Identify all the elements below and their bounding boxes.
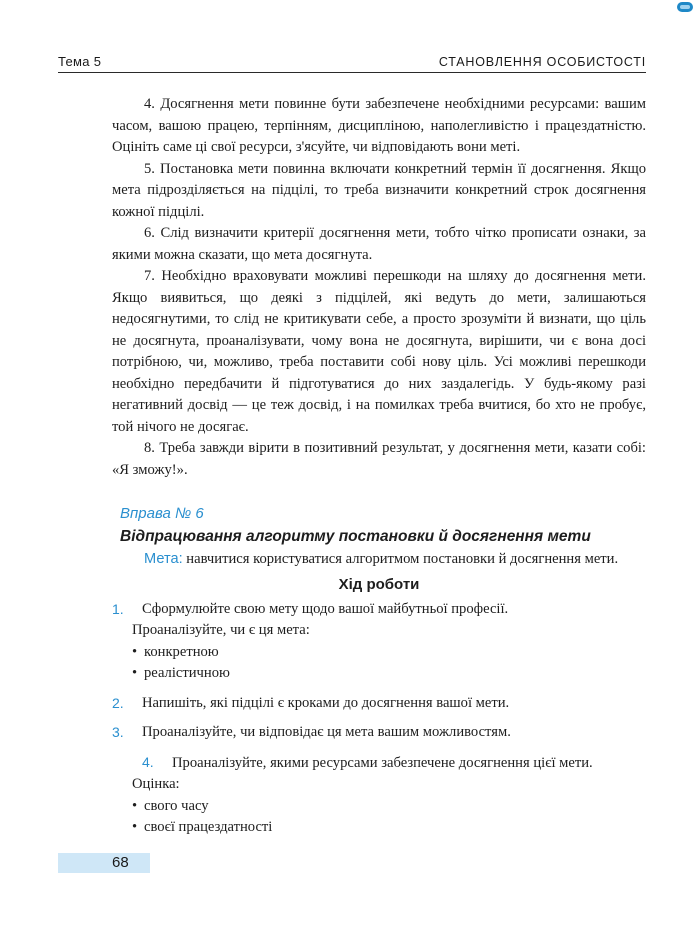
- step-4-subtext: Оцінка:: [132, 776, 180, 792]
- work-procedure-title: Хід роботи: [338, 575, 420, 593]
- exercise-goal: [112, 549, 646, 571]
- step-4-number: 4.: [142, 753, 154, 770]
- bullet-text: реалістичною: [144, 665, 230, 681]
- step-4: [112, 752, 646, 775]
- list-item: [112, 817, 646, 839]
- publisher-logo-icon: [677, 2, 693, 12]
- step-4-text: Проаналізуйте, якими ресурсами забезпечене досягнення цієї мети.: [172, 754, 593, 771]
- bullet-icon: •: [132, 665, 138, 681]
- step-3-number: 3.: [112, 724, 124, 740]
- step-3-text: Проаналізуйте, чи відповідає ця мета вашим можливостям.: [142, 724, 511, 740]
- step-2-number: 2.: [112, 694, 124, 711]
- bullet-icon: •: [132, 819, 138, 835]
- step-2-text: Напишіть, які підцілі є кроками до досягнення вашої мети.: [142, 694, 510, 711]
- step-2: [112, 693, 646, 715]
- paragraph-4: 4. Досягнення мети повинне бути забезпечене необхідними ресурсами: вашим часом, вашою працею, терпінням, дисципліною, наполегливістю і працездатністю. Оцініть саме ці свої ресурси, з'ясуйте, чи відповідають вони меті.: [112, 96, 646, 155]
- paragraph-5: 5. Постановка мети повинна включати конкретний термін її досягнення. Якщо мета підрозділяється на підцілі, то треба визначити конкретний строк досягнення кожної підцілі.: [112, 160, 646, 220]
- step-1: [112, 599, 646, 621]
- page-content: [112, 94, 646, 839]
- page-number: 68: [112, 854, 129, 871]
- paragraph-6: 6. Слід визначити критерії досягнення мети, тобто чітко прописати ознаки, за якими можна сказати, що мета досягнута.: [112, 225, 646, 263]
- step-3: [112, 722, 646, 744]
- step-1-subtext: Проаналізуйте, чи є ця мета:: [132, 622, 310, 638]
- section-title: СТАНОВЛЕННЯ ОСОБИСТОСТІ: [438, 55, 646, 69]
- topic-label: Тема 5: [58, 54, 102, 69]
- goal-label: Мета:: [144, 551, 183, 567]
- list-item: [112, 663, 646, 685]
- page-header: [58, 50, 646, 73]
- list-item: [112, 796, 646, 818]
- bullet-text: конкретною: [144, 643, 219, 660]
- bullet-text: свого часу: [144, 797, 209, 814]
- paragraph-8: 8. Треба завжди вірити в позитивний результат, у досягнення мети, казати собі: «Я зможу!».: [112, 440, 646, 478]
- step-1-number: 1.: [112, 600, 124, 617]
- paragraph-7: 7. Необхідно враховувати можливі перешкоди на шляху до досягнення мети. Якщо виявиться, що деякі з підцілей, які ведуть до мети, залишаються недосягнутими, то слід не критикувати себе, а просто зрозуміти й визнати, що ціль не досягнута, проаналізувати, чому вона не досягнута, вирішити, чи є вона досі потрібною, чи, можливо, треба поставити собі нову ціль. Усі можливі перешкоди необхідно передбачити й підготуватися до них заздалегідь. У будь-якому разі негативний досвід — це теж досвід, і на помилках треба вчитися, бо хто не пробує, той нічого не досягає.: [112, 268, 646, 435]
- list-item: [112, 642, 646, 664]
- bullet-text: своєї працездатності: [144, 819, 273, 835]
- goal-text: навчитися користуватися алгоритмом постановки й досягнення мети.: [182, 551, 619, 567]
- exercise-number: Вправа № 6: [120, 505, 204, 522]
- step-1-text: Сформулюйте свою мету щодо вашої майбутньої професії.: [142, 600, 509, 617]
- bullet-icon: •: [132, 643, 138, 660]
- bullet-icon: •: [132, 797, 138, 814]
- exercise-title: Відпрацювання алгоритму постановки й досягнення мети: [120, 528, 591, 545]
